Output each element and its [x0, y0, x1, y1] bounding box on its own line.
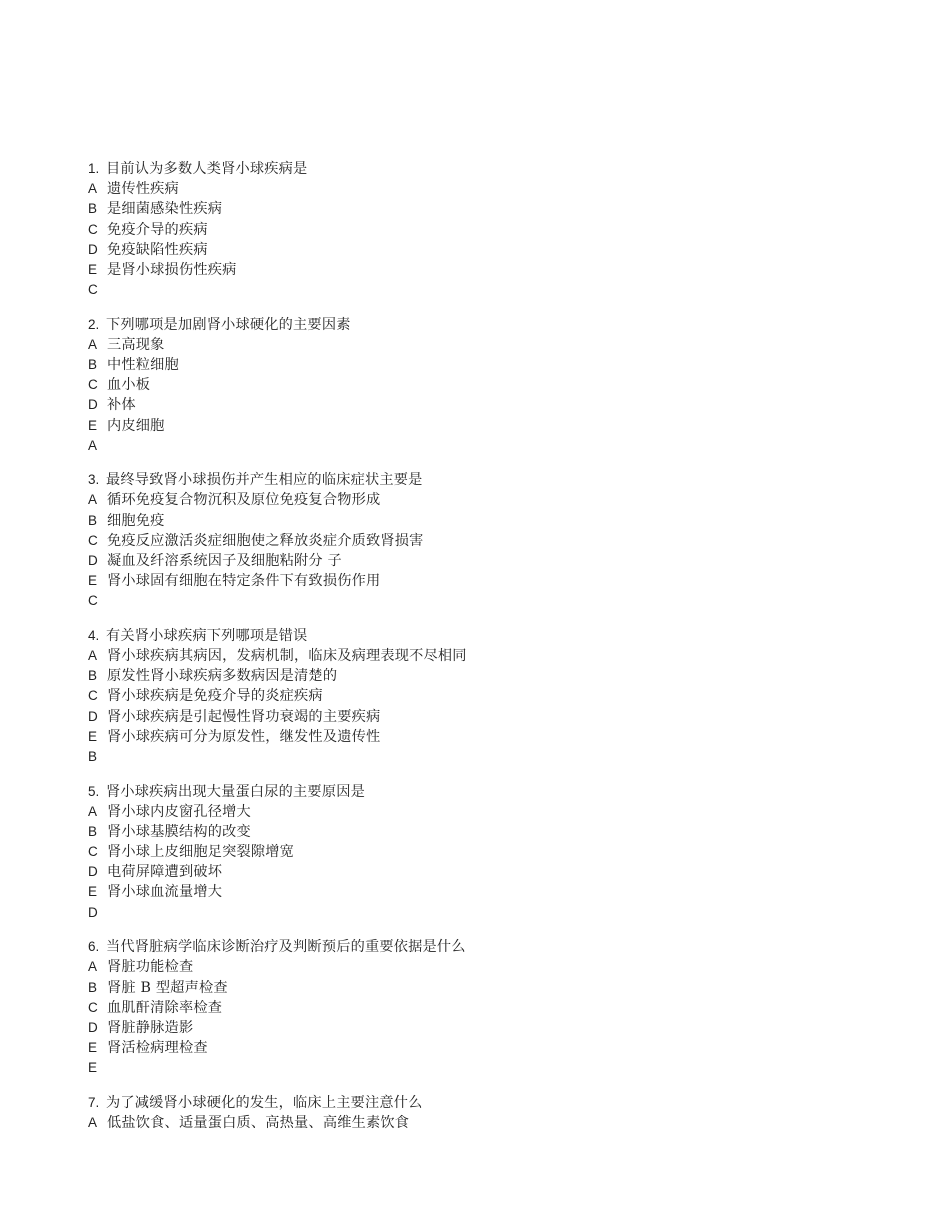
question-number: 1. — [88, 161, 100, 176]
answer-key: C — [88, 593, 98, 609]
question-block — [88, 315, 908, 455]
question-block — [88, 626, 908, 766]
option-row — [88, 686, 908, 706]
question-block — [88, 937, 908, 1077]
option-letter: D — [88, 864, 98, 880]
option-text: 肾活检病理检查 — [107, 1040, 208, 1057]
option-text: 电荷屏障遭到破坏 — [107, 864, 223, 881]
option-text: 免疫缺陷性疾病 — [107, 241, 208, 258]
option-letter: E — [88, 573, 98, 589]
option-letter: A — [88, 1114, 98, 1130]
option-row — [88, 666, 908, 686]
answer-key: C — [88, 282, 98, 298]
option-row — [88, 551, 908, 571]
option-text: 低盐饮食、适量蛋白质、高热量、高维生素饮食 — [107, 1114, 410, 1131]
option-text: 三高现象 — [107, 336, 165, 353]
option-row — [88, 571, 908, 591]
question-text: 目前认为多数人类肾小球疾病是 — [106, 161, 308, 177]
question-number: 7. — [88, 1094, 100, 1110]
answer-key: D — [88, 904, 98, 920]
option-row — [88, 199, 908, 219]
question-stem — [88, 782, 908, 802]
option-row — [88, 511, 908, 531]
question-stem — [88, 937, 908, 957]
option-row — [88, 862, 908, 882]
option-row — [88, 707, 908, 727]
option-text: 肾脏 B 型超声检查 — [107, 979, 228, 996]
option-row — [88, 1018, 908, 1038]
option-text: 肾小球疾病是免疫介导的炎症疾病 — [107, 688, 323, 705]
option-text: 是肾小球损伤性疾病 — [107, 261, 237, 278]
option-letter: D — [88, 708, 98, 724]
option-text: 肾小球基膜结构的改变 — [107, 823, 251, 840]
question-stem — [88, 470, 908, 490]
option-letter: B — [88, 512, 98, 528]
option-letter: A — [88, 803, 98, 819]
option-letter: A — [88, 181, 98, 197]
option-row — [88, 179, 908, 199]
question-number: 4. — [88, 627, 100, 643]
option-row — [88, 1113, 908, 1133]
option-letter: E — [88, 1040, 98, 1056]
option-row — [88, 240, 908, 260]
answer-key: A — [88, 437, 98, 453]
option-row — [88, 375, 908, 395]
option-text: 肾脏静脉造影 — [107, 1019, 194, 1036]
question-block — [88, 1093, 908, 1133]
option-text: 肾小球上皮细胞足突裂隙增宽 — [107, 844, 295, 861]
option-row — [88, 802, 908, 822]
option-letter: D — [88, 1019, 98, 1035]
option-row — [88, 882, 908, 902]
option-row — [88, 416, 908, 436]
option-row — [88, 355, 908, 375]
option-row — [88, 531, 908, 551]
question-stem — [88, 626, 908, 646]
option-text: 遗传性疾病 — [107, 181, 179, 198]
option-letter: B — [88, 357, 98, 372]
option-letter: C — [88, 377, 98, 393]
option-text: 细胞免疫 — [107, 512, 165, 529]
option-text: 补体 — [107, 397, 136, 414]
option-text: 血小板 — [107, 377, 151, 394]
option-row — [88, 978, 908, 998]
question-text: 当代肾脏病学临床诊断治疗及判断预后的重要依据是什么 — [106, 939, 466, 956]
option-letter: A — [88, 648, 98, 664]
question-text: 有关肾小球疾病下列哪项是错误 — [106, 627, 308, 644]
question-stem — [88, 159, 908, 179]
question-number: 5. — [88, 783, 100, 799]
question-sheet — [88, 159, 908, 1149]
option-letter: A — [88, 959, 98, 975]
option-text: 凝血及纤溶系统因子及细胞粘附分 子 — [107, 553, 342, 569]
option-row — [88, 490, 908, 510]
option-letter: D — [88, 397, 98, 413]
option-row — [88, 1038, 908, 1058]
option-text: 肾小球疾病是引起慢性肾功衰竭的主要疾病 — [107, 708, 381, 725]
question-number: 6. — [88, 939, 100, 955]
option-letter: B — [88, 668, 98, 684]
option-row — [88, 727, 908, 747]
question-text: 肾小球疾病出现大量蛋白尿的主要原因是 — [106, 783, 365, 800]
answer-key: E — [88, 1060, 98, 1076]
option-row — [88, 395, 908, 415]
option-letter: C — [88, 532, 98, 548]
option-text: 免疫介导的疾病 — [107, 221, 208, 238]
option-letter: B — [88, 823, 98, 839]
option-text: 免疫反应激活炎症细胞使之释放炎症介质致肾损害 — [107, 532, 424, 549]
option-letter: C — [88, 688, 98, 704]
option-text: 肾小球固有细胞在特定条件下有致损伤作用 — [107, 573, 381, 590]
question-stem — [88, 1093, 908, 1113]
option-text: 原发性肾小球疾病多数病因是清楚的 — [107, 668, 338, 685]
option-row — [88, 822, 908, 842]
option-row — [88, 957, 908, 977]
option-letter: A — [88, 336, 98, 352]
option-row — [88, 998, 908, 1018]
option-letter: C — [88, 999, 98, 1015]
option-text: 是细菌感染性疾病 — [107, 201, 223, 218]
option-text: 中性粒细胞 — [107, 357, 179, 373]
option-letter: E — [88, 728, 98, 744]
option-letter: D — [88, 553, 98, 568]
option-letter: A — [88, 492, 98, 508]
question-text: 下列哪项是加剧肾小球硬化的主要因素 — [106, 316, 351, 333]
question-block — [88, 470, 908, 610]
option-letter: C — [88, 221, 98, 237]
question-block — [88, 159, 908, 299]
answer-key: B — [88, 749, 98, 764]
option-row — [88, 260, 908, 280]
option-text: 循环免疫复合物沉积及原位免疫复合物形成 — [107, 492, 381, 509]
option-text: 内皮细胞 — [107, 417, 165, 434]
option-row — [88, 646, 908, 666]
option-text: 肾小球疾病其病因，发病机制，临床及病理表现不尽相同 — [107, 648, 467, 665]
option-letter: E — [88, 884, 98, 900]
question-text: 最终导致肾小球损伤并产生相应的临床症状主要是 — [106, 472, 423, 489]
option-row — [88, 842, 908, 862]
option-letter: E — [88, 417, 98, 433]
option-text: 肾小球血流量增大 — [107, 884, 223, 901]
question-number: 2. — [88, 316, 100, 332]
question-stem — [88, 315, 908, 335]
option-text: 肾脏功能检查 — [107, 959, 194, 976]
question-block — [88, 782, 908, 922]
option-letter: B — [88, 201, 98, 217]
option-letter: C — [88, 844, 98, 860]
option-letter: D — [88, 241, 98, 257]
option-row — [88, 220, 908, 240]
option-letter: E — [88, 261, 98, 277]
question-number: 3. — [88, 472, 100, 488]
question-text: 为了减缓肾小球硬化的发生，临床上主要注意什么 — [106, 1094, 423, 1111]
option-row — [88, 335, 908, 355]
option-text: 血肌酐清除率检查 — [107, 999, 223, 1016]
option-text: 肾小球疾病可分为原发性，继发性及遗传性 — [107, 728, 381, 745]
option-text: 肾小球内皮窗孔径增大 — [107, 803, 251, 820]
option-letter: B — [88, 979, 98, 995]
